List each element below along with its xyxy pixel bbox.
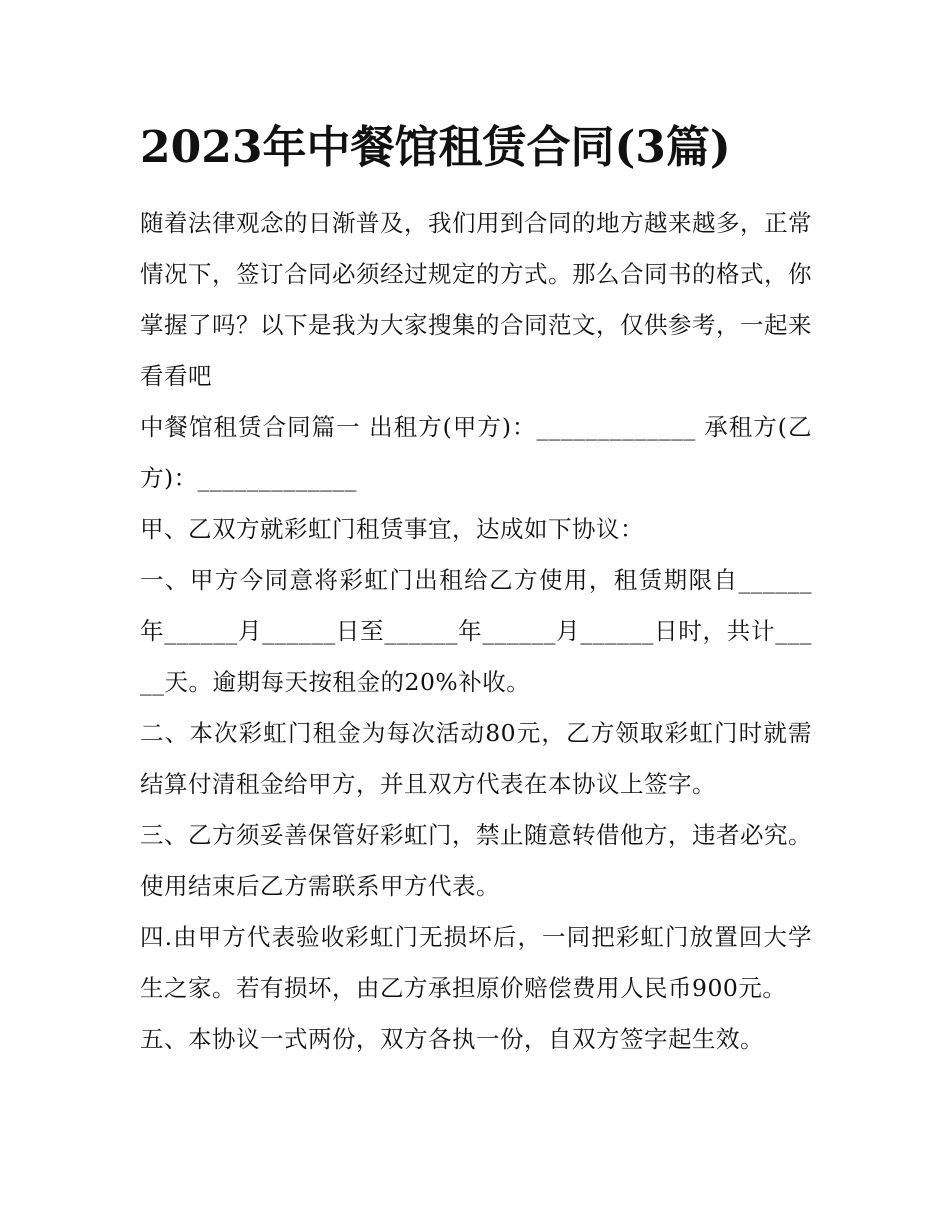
clause-5-paragraph: 五、本协议一式两份，双方各执一份，自双方签字起生效。 [140,1025,764,1053]
clause-4-paragraph: 四.由甲方代表验收彩虹门无损坏后，一同把彩虹门放置回大学生之家。若有损坏，由乙方承担原价赔偿费用人民币900元。 [140,923,812,1002]
clause-3-paragraph: 三、乙方须妥善保管好彩虹门，禁止随意转借他方，违者必究。使用结束后乙方需联系甲方代表。 [140,821,812,900]
parties-paragraph: 中餐馆租赁合同篇一 出租方(甲方)：_____________ 承租方(乙方)：_____________ [140,413,812,492]
intro-paragraph: 随着法律观念的日渐普及，我们用到合同的地方越来越多，正常情况下，签订合同必须经过规定的方式。那么合同书的格式，你掌握了吗？以下是我为大家搜集的合同范文，仅供参考，一起来看看吧 [140,209,812,390]
agreement-paragraph: 甲、乙双方就彩虹门租赁事宜，达成如下协议： [140,515,644,543]
document-page [140,110,812,1065]
document-title: 2023年中餐馆租赁合同(3篇) [140,122,731,173]
clause-2-paragraph: 二、本次彩虹门租金为每次活动80元，乙方领取彩虹门时就需结算付清租金给甲方，并且双方代表在本协议上签字。 [140,719,812,798]
clause-1-paragraph: 一、甲方今同意将彩虹门出租给乙方使用，租赁期限自______年______月______日至______年______月______日时，共计_____天。逾期每天按租金的20%补收。 [140,566,812,696]
